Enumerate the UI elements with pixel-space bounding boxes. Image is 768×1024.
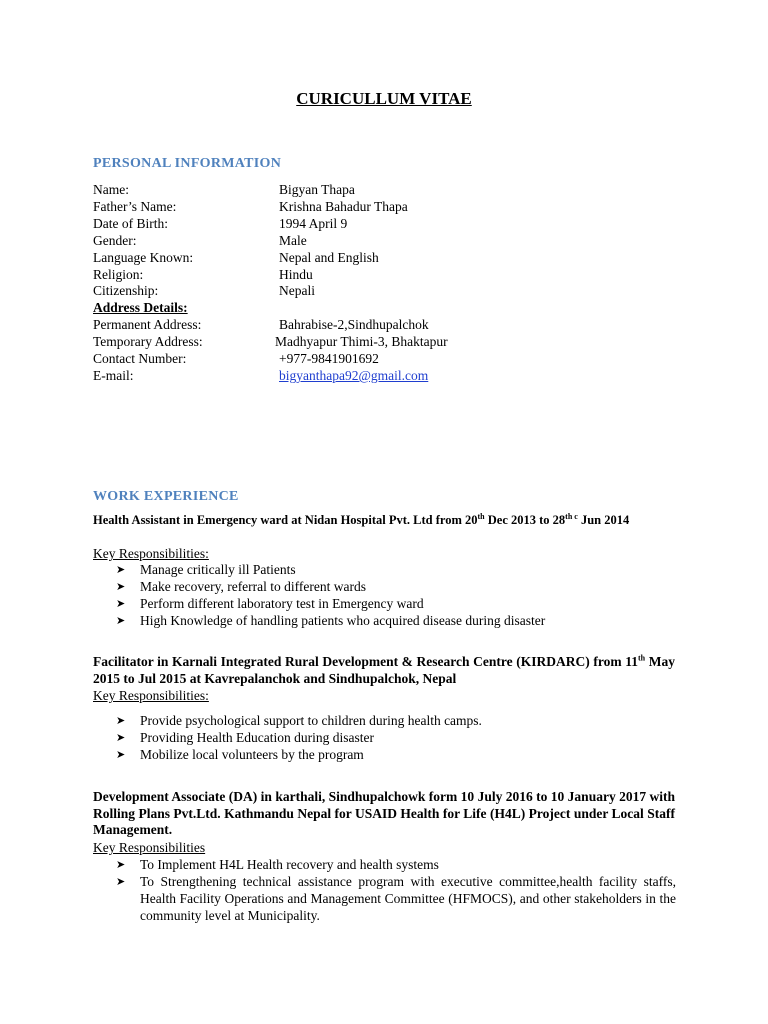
job-title-text: Facilitator in Karnali Integrated Rural Development & Research Centre (KIRDARC) from 11: [93, 654, 638, 669]
arrowhead-bullet-icon: ➤: [116, 875, 126, 888]
info-label: Temporary Address:: [93, 334, 203, 349]
info-value: Nepali: [279, 283, 315, 298]
arrowhead-bullet-icon: ➤: [116, 597, 126, 610]
info-label: Language Known:: [93, 250, 194, 265]
job-title-2: [93, 654, 675, 687]
responsibility-list: [116, 712, 676, 763]
info-value: 1994 April 9: [279, 216, 348, 231]
responsibility-list: [116, 856, 676, 924]
info-row-contact: [93, 350, 693, 367]
arrowhead-bullet-icon: ➤: [116, 563, 126, 576]
arrowhead-bullet-icon: ➤: [116, 748, 126, 761]
list-item-text: To Implement H4L Health recovery and health systems: [140, 857, 439, 872]
document-title: CURICULLUM VITAE: [296, 89, 472, 108]
info-value: Nepal and English: [279, 250, 379, 265]
list-item-text: Providing Health Education during disaster: [140, 730, 374, 745]
list-item: [116, 612, 676, 629]
info-row-gender: [93, 232, 693, 249]
list-item: [116, 746, 676, 763]
list-item: [116, 873, 676, 924]
info-label: Name:: [93, 182, 129, 197]
info-value: Bigyan Thapa: [279, 182, 355, 197]
list-item-text: Mobilize local volunteers by the program: [140, 747, 364, 762]
list-item-text: Perform different laboratory test in Emergency ward: [140, 596, 424, 611]
key-responsibilities-label: Key Responsibilities:: [93, 546, 209, 561]
list-item-text: Make recovery, referral to different wards: [140, 579, 367, 594]
list-item-text: High Knowledge of handling patients who acquired disease during disaster: [140, 613, 546, 628]
arrowhead-bullet-icon: ➤: [116, 614, 126, 627]
info-value: Bahrabise-2,Sindhupalchok: [279, 317, 429, 332]
personal-info-heading: PERSONAL INFORMATION: [93, 156, 282, 171]
list-item-text: To Strengthening technical assistance program with executive committee,health facility staffs, Health Facility Operations and Management Committee (HFMOCS), and other stakeholders in the community level at Municipality.: [140, 874, 676, 923]
job-title-text: May 2015 to Jul 2015 at Kavrepalanchok and Sindhupalchok, Nepal: [93, 654, 675, 686]
info-row-permanent-address: [93, 316, 693, 333]
info-row-citizenship: [93, 282, 693, 299]
info-value: Male: [279, 233, 307, 248]
info-row-email: [93, 367, 693, 384]
list-item: [116, 729, 676, 746]
job-title-1: [93, 512, 675, 529]
list-item: [116, 856, 676, 873]
ordinal-suffix: th: [477, 511, 485, 521]
info-row-dob: [93, 215, 693, 232]
info-label: E-mail:: [93, 368, 134, 383]
info-row-religion: [93, 266, 693, 283]
address-details-heading: Address Details:: [93, 300, 188, 315]
job-title-text: Dec 2013 to 28: [484, 513, 566, 527]
job-title-text: Health Assistant in Emergency ward at Nidan Hospital Pvt. Ltd from 20: [93, 513, 478, 527]
info-label: Gender:: [93, 233, 137, 248]
info-row-language: [93, 249, 693, 266]
info-value: Krishna Bahadur Thapa: [279, 199, 408, 214]
arrowhead-bullet-icon: ➤: [116, 580, 126, 593]
list-item: [116, 561, 676, 578]
key-responsibilities-label: Key Responsibilities:: [93, 688, 209, 703]
arrowhead-bullet-icon: ➤: [116, 858, 126, 871]
info-label: Contact Number:: [93, 351, 187, 366]
info-row-name: [93, 181, 693, 198]
info-label: Religion:: [93, 267, 144, 282]
arrowhead-bullet-icon: ➤: [116, 714, 126, 727]
list-item: [116, 595, 676, 612]
list-item-text: Manage critically ill Patients: [140, 562, 296, 577]
arrowhead-bullet-icon: ➤: [116, 731, 126, 744]
list-item-text: Provide psychological support to children during health camps.: [140, 713, 482, 728]
list-item: [116, 712, 676, 729]
info-label: Citizenship:: [93, 283, 159, 298]
info-value: Hindu: [279, 267, 313, 282]
info-label: Date of Birth:: [93, 216, 168, 231]
list-item: [116, 578, 676, 595]
responsibility-list: [116, 561, 676, 629]
info-label: Father’s Name:: [93, 199, 177, 214]
ordinal-suffix: th c: [565, 511, 578, 521]
info-value: Madhyapur Thimi-3, Bhaktapur: [275, 334, 448, 349]
work-experience-heading: WORK EXPERIENCE: [93, 489, 239, 504]
job-title-3: Development Associate (DA) in karthali, Sindhupalchowk form 10 July 2016 to 10 January 2017 with Rolling Plans Pvt.Ltd. Kathmandu Nepal for USAID Health for Life (H4L) Project under Local Staff Management.: [93, 789, 675, 837]
email-link[interactable]: bigyanthapa92@gmail.com: [279, 368, 429, 383]
key-responsibilities-label: Key Responsibilities: [93, 840, 206, 855]
job-title-text: Jun 2014: [577, 513, 630, 527]
info-row-temporary-address: [93, 333, 693, 350]
info-row-father: [93, 198, 693, 215]
info-label: Permanent Address:: [93, 317, 202, 332]
ordinal-suffix: th: [638, 653, 646, 663]
info-value: +977-9841901692: [279, 351, 379, 366]
